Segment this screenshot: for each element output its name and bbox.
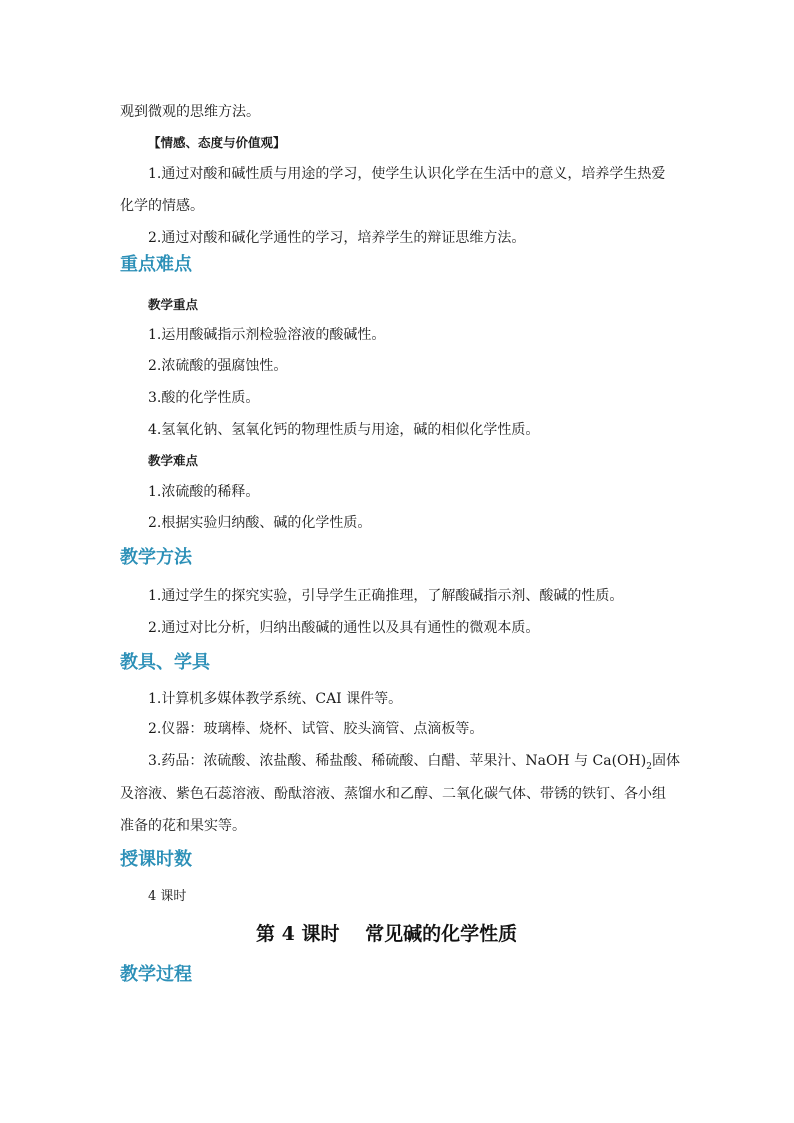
lesson-title: 第 4 课时 常见碱的化学性质 [256,923,518,945]
teaching-difficulty-label: 教学难点 [148,453,199,468]
tools-item-2: 2.仪器：玻璃棒、烧杯、试管、胶头滴管、点滴板等。 [148,721,484,737]
method-item-2: 2.通过对比分析，归纳出酸碱的通性以及具有通性的微观本质。 [148,620,540,636]
section-heading-method: 教学方法 [120,547,192,568]
emotion-item-1: 1.通过对酸和碱性质与用途的学习，使学生认识化学在生活中的意义，培养学生热爱 [148,166,666,182]
tools-item-3-subscript: 2 [646,761,652,772]
intro-line: 观到微观的思维方法。 [120,104,260,120]
hours-value: 4 课时 [148,889,187,904]
tools-item-3-cont-1: 及溶液、紫色石蕊溶液、酚酞溶液、蒸馏水和乙醇、二氧化碳气体、带锈的铁钉、各小组 [120,786,666,802]
section-heading-process: 教学过程 [120,964,192,985]
teaching-key-item-4: 4.氢氧化钠、氢氧化钙的物理性质与用途，碱的相似化学性质。 [148,422,540,438]
tools-item-3-text: 3.药品：浓硫酸、浓盐酸、稀盐酸、稀硫酸、白醋、苹果汁、NaOH 与 Ca(OH) [148,753,647,769]
method-item-1: 1.通过学生的探究实验，引导学生正确推理，了解酸碱指示剂、酸碱的性质。 [148,588,624,604]
teaching-key-item-3: 3.酸的化学性质。 [148,390,260,406]
teaching-key-item-1: 1.运用酸碱指示剂检验溶液的酸碱性。 [148,327,386,343]
teaching-key-label: 教学重点 [148,297,199,312]
tools-item-1: 1.计算机多媒体教学系统、CAI 课件等。 [148,691,403,707]
section-heading-key-difficult: 重点难点 [120,254,192,275]
tools-item-3 [148,752,680,776]
emotion-heading: 【情感、态度与价值观】 [148,135,286,150]
teaching-difficulty-item-2: 2.根据实验归纳酸、碱的化学性质。 [148,515,372,531]
section-heading-tools: 教具、学具 [120,652,210,673]
tools-item-3-text-end: 固体 [651,753,680,769]
teaching-difficulty-item-1: 1.浓硫酸的稀释。 [148,484,260,500]
tools-item-3-cont-2: 准备的花和果实等。 [120,818,246,834]
emotion-item-1-cont: 化学的情感。 [120,198,204,214]
teaching-key-item-2: 2.浓硫酸的强腐蚀性。 [148,358,288,374]
emotion-item-2: 2.通过对酸和碱化学通性的学习，培养学生的辩证思维方法。 [148,230,526,246]
section-heading-hours: 授课时数 [120,849,192,870]
